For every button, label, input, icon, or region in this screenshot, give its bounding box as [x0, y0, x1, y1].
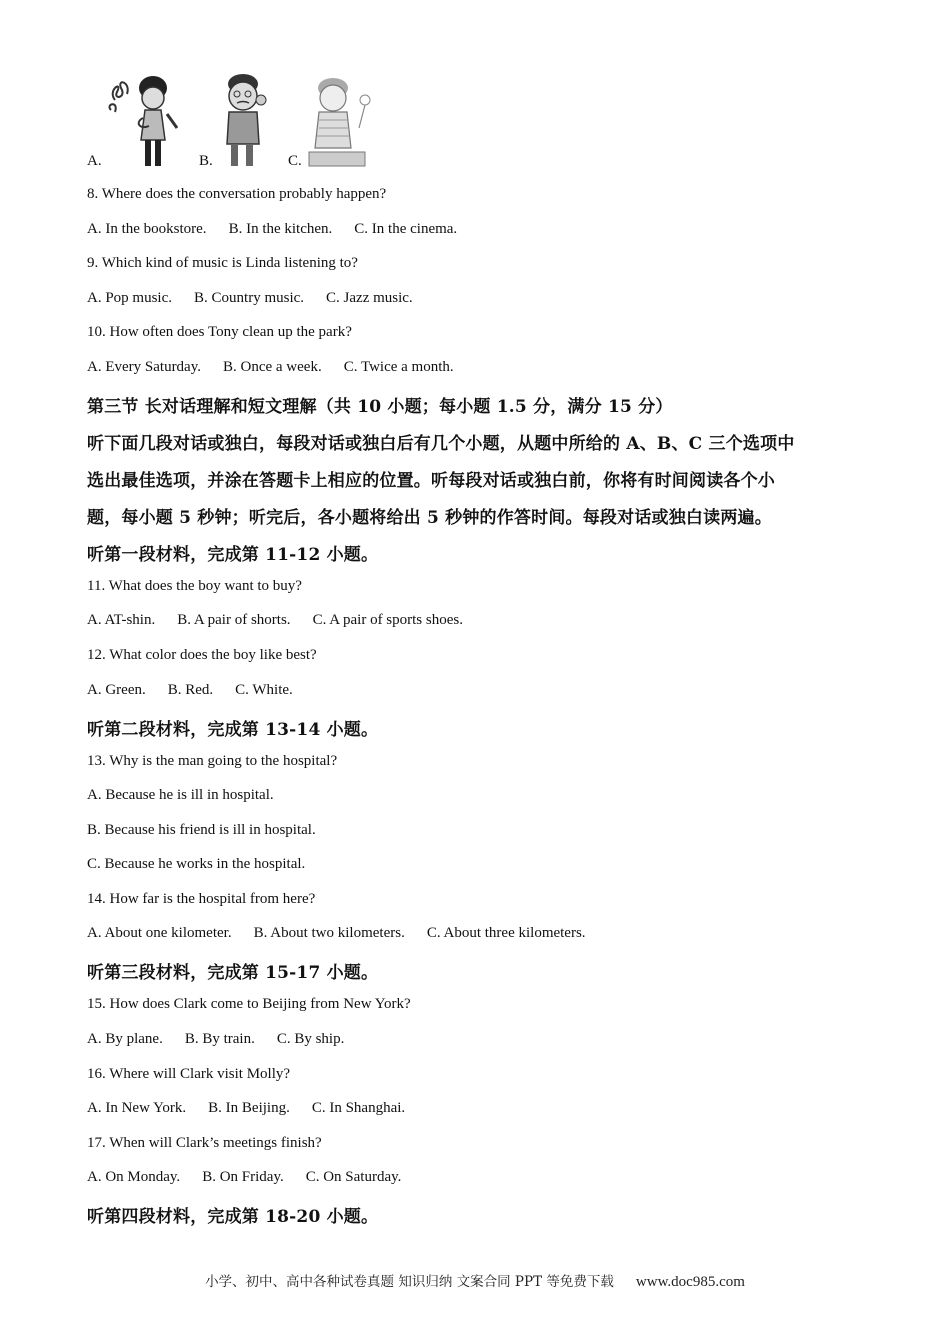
- option-a[interactable]: A. Every Saturday.: [87, 359, 201, 375]
- option-c[interactable]: C. Twice a month.: [343, 359, 454, 375]
- option-b[interactable]: B. On Friday.: [202, 1169, 284, 1185]
- option-a[interactable]: A. About one kilometer.: [87, 925, 232, 941]
- question-10: 10. How often does Tony clean up the park?: [87, 324, 352, 340]
- option-a[interactable]: A. By plane.: [87, 1031, 163, 1047]
- question-13-option-a[interactable]: A. Because he is ill in hospital.: [87, 787, 274, 803]
- picture-option-a-label: A.: [87, 153, 102, 169]
- question-8-options: [87, 221, 457, 238]
- part-3-heading: 听第三段材料，完成第 15-17 小题。: [87, 963, 379, 983]
- question-16-options: [87, 1100, 405, 1117]
- section-3-instruction-line-2: 选出最佳选项，并涂在答题卡上相应的位置。听每段对话或独白前，你将有时间阅读各个小: [87, 471, 775, 491]
- option-b[interactable]: B. In Beijing.: [208, 1100, 290, 1116]
- option-b[interactable]: B. Once a week.: [223, 359, 322, 375]
- option-b[interactable]: B. Red.: [167, 682, 214, 698]
- section-3-title: 第三节 长对话理解和短文理解（共 10 小题；每小题 1.5 分，满分 15 分）: [87, 397, 673, 417]
- question-15: 15. How does Clark come to Beijing from New York?: [87, 996, 411, 1012]
- question-15-options: [87, 1031, 344, 1048]
- question-11-options: [87, 612, 463, 629]
- question-9: 9. Which kind of music is Linda listening to?: [87, 255, 358, 271]
- option-a[interactable]: A. Pop music.: [87, 290, 173, 306]
- option-c[interactable]: C. A pair of sports shoes.: [312, 612, 463, 628]
- question-13-option-c[interactable]: C. Because he works in the hospital.: [87, 856, 306, 872]
- question-12: 12. What color does the boy like best?: [87, 647, 317, 663]
- man-with-toothache-picture: [215, 70, 275, 170]
- question-13-option-b[interactable]: B. Because his friend is ill in hospital.: [87, 822, 316, 838]
- option-b[interactable]: B. In the kitchen.: [228, 221, 333, 237]
- option-b[interactable]: B. By train.: [184, 1031, 255, 1047]
- option-c[interactable]: C. By ship.: [276, 1031, 345, 1047]
- section-3-instruction-line-1: 听下面几段对话或独白，每段对话或独白后有几个小题，从题中所给的 A、B、C 三个选项中: [87, 434, 795, 454]
- option-b[interactable]: B. Country music.: [194, 290, 305, 306]
- question-13: 13. Why is the man going to the hospital?: [87, 753, 338, 769]
- question-9-options: [87, 290, 413, 307]
- option-c[interactable]: C. In the cinema.: [354, 221, 458, 237]
- question-8: 8. Where does the conversation probably happen?: [87, 186, 387, 202]
- question-14-options: [87, 925, 586, 942]
- question-10-options: [87, 359, 454, 376]
- option-b[interactable]: B. About two kilometers.: [253, 925, 405, 941]
- option-a[interactable]: A. Green.: [87, 682, 146, 698]
- question-11: 11. What does the boy want to buy?: [87, 578, 302, 594]
- footer-url-link[interactable]: www.doc985.com: [635, 1274, 745, 1290]
- option-a[interactable]: A. In the bookstore.: [87, 221, 207, 237]
- footer-text: 小学、初中、高中各种试卷真题 知识归纳 文案合同 PPT 等免费下载: [205, 1274, 614, 1290]
- question-14: 14. How far is the hospital from here?: [87, 891, 316, 907]
- man-with-stomachache-picture: [105, 70, 185, 170]
- part-1-heading: 听第一段材料，完成第 11-12 小题。: [87, 545, 379, 565]
- page-footer: [0, 1270, 950, 1291]
- picture-option-b-label: B.: [199, 153, 213, 169]
- option-c[interactable]: C. About three kilometers.: [426, 925, 586, 941]
- option-c[interactable]: C. In Shanghai.: [311, 1100, 406, 1116]
- option-a[interactable]: A. In New York.: [87, 1100, 187, 1116]
- question-12-options: [87, 682, 293, 699]
- question-17-options: [87, 1169, 401, 1186]
- option-c[interactable]: C. Jazz music.: [326, 290, 413, 306]
- part-2-heading: 听第二段材料，完成第 13-14 小题。: [87, 720, 379, 740]
- part-4-heading: 听第四段材料，完成第 18-20 小题。: [87, 1207, 379, 1227]
- option-a[interactable]: A. AT-shin.: [87, 612, 156, 628]
- picture-option-c-label: C.: [288, 153, 302, 169]
- option-c[interactable]: C. White.: [235, 682, 293, 698]
- picture-options: [87, 70, 407, 174]
- question-17: 17. When will Clark’s meetings finish?: [87, 1135, 322, 1151]
- question-16: 16. Where will Clark visit Molly?: [87, 1066, 291, 1082]
- option-c[interactable]: C. On Saturday.: [305, 1169, 402, 1185]
- boy-with-sore-throat-picture: [307, 70, 373, 170]
- option-a[interactable]: A. On Monday.: [87, 1169, 181, 1185]
- section-3-instruction-line-3: 题，每小题 5 秒钟；听完后，各小题将给出 5 秒钟的作答时间。每段对话或独白读两遍。: [87, 508, 772, 528]
- option-b[interactable]: B. A pair of shorts.: [177, 612, 291, 628]
